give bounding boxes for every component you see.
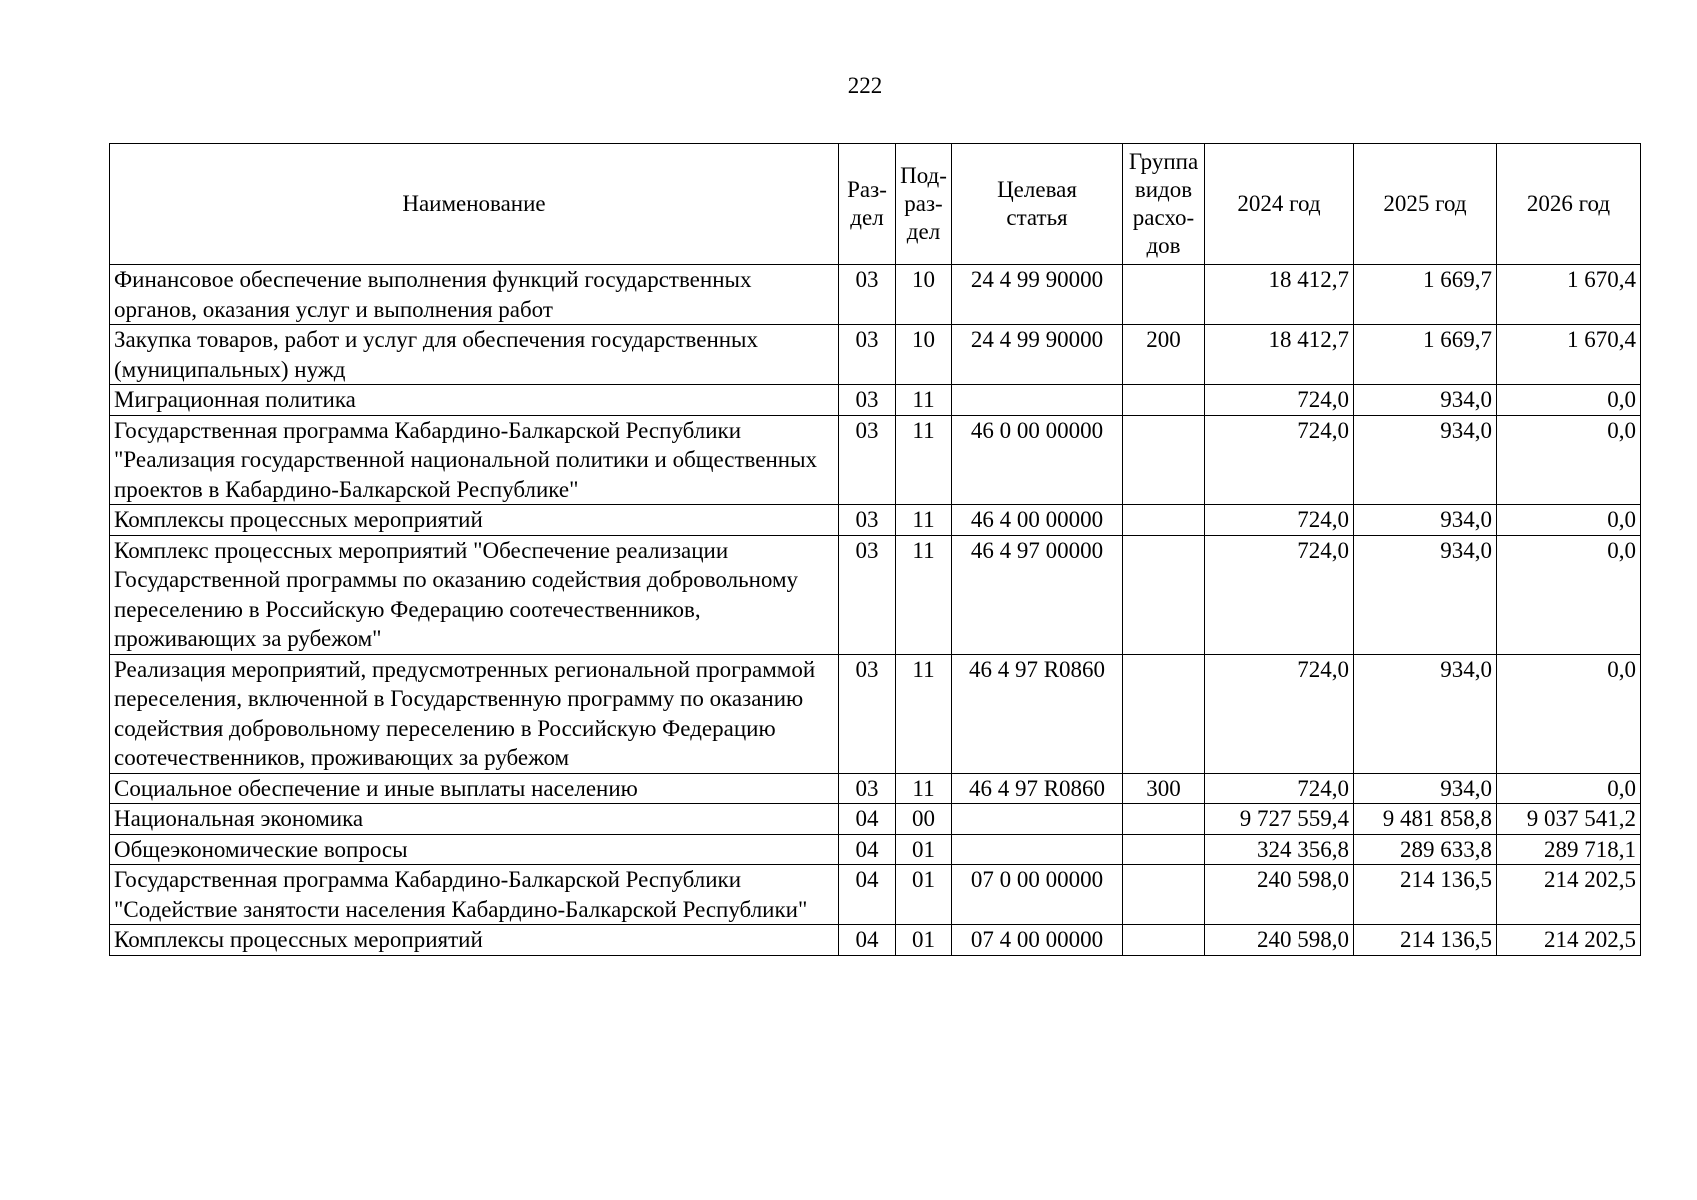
row-section: 04 bbox=[839, 834, 896, 865]
row-section: 03 bbox=[839, 265, 896, 325]
header-subsection bbox=[896, 144, 952, 265]
header-group-line1: Группа bbox=[1128, 149, 1199, 174]
row-expense-group bbox=[1123, 385, 1205, 416]
row-value-2025: 289 633,8 bbox=[1354, 834, 1497, 865]
row-value-2026: 289 718,1 bbox=[1497, 834, 1641, 865]
header-target-line2: статья bbox=[1006, 205, 1068, 230]
header-year-2026: 2026 год bbox=[1497, 144, 1641, 265]
row-name: Национальная экономика bbox=[110, 804, 839, 835]
row-value-2024: 724,0 bbox=[1205, 654, 1354, 773]
table-row bbox=[110, 834, 1641, 865]
row-value-2024: 240 598,0 bbox=[1205, 865, 1354, 925]
page-number: 222 bbox=[847, 73, 883, 98]
row-expense-group bbox=[1123, 654, 1205, 773]
row-value-2024: 18 412,7 bbox=[1205, 325, 1354, 385]
table-row bbox=[110, 325, 1641, 385]
row-value-2024: 18 412,7 bbox=[1205, 265, 1354, 325]
table-row bbox=[110, 535, 1641, 654]
row-value-2025: 934,0 bbox=[1354, 535, 1497, 654]
row-expense-group bbox=[1123, 535, 1205, 654]
row-value-2025: 934,0 bbox=[1354, 654, 1497, 773]
row-value-2025: 9 481 858,8 bbox=[1354, 804, 1497, 835]
row-target-article: 24 4 99 90000 bbox=[952, 325, 1123, 385]
row-value-2024: 240 598,0 bbox=[1205, 925, 1354, 956]
row-name: Общеэкономические вопросы bbox=[110, 834, 839, 865]
row-expense-group bbox=[1123, 865, 1205, 925]
row-value-2026: 214 202,5 bbox=[1497, 865, 1641, 925]
header-group-line4: дов bbox=[1146, 233, 1181, 258]
row-value-2025: 934,0 bbox=[1354, 773, 1497, 804]
row-section: 03 bbox=[839, 415, 896, 505]
row-name: Комплексы процессных мероприятий bbox=[110, 925, 839, 956]
row-expense-group bbox=[1123, 265, 1205, 325]
row-target-article: 46 4 97 R0860 bbox=[952, 654, 1123, 773]
row-target-article bbox=[952, 804, 1123, 835]
header-subsection-line3: дел bbox=[906, 219, 941, 244]
row-target-article: 07 4 00 00000 bbox=[952, 925, 1123, 956]
budget-table bbox=[109, 143, 1641, 956]
row-target-article: 46 4 97 00000 bbox=[952, 535, 1123, 654]
header-target-line1: Целевая bbox=[997, 177, 1077, 202]
table-row bbox=[110, 265, 1641, 325]
header-subsection-line2: раз- bbox=[904, 191, 943, 216]
row-subsection: 11 bbox=[896, 415, 952, 505]
row-name: Социальное обеспечение и иные выплаты населению bbox=[110, 773, 839, 804]
row-value-2026: 0,0 bbox=[1497, 385, 1641, 416]
row-name: Комплексы процессных мероприятий bbox=[110, 505, 839, 536]
row-expense-group: 200 bbox=[1123, 325, 1205, 385]
row-name: Закупка товаров, работ и услуг для обеспечения государственных (муниципальных) нужд bbox=[110, 325, 839, 385]
row-section: 03 bbox=[839, 385, 896, 416]
header-group-line3: расхо- bbox=[1132, 205, 1195, 230]
row-subsection: 01 bbox=[896, 925, 952, 956]
header-section-line1: Раз- bbox=[847, 177, 887, 202]
row-expense-group: 300 bbox=[1123, 773, 1205, 804]
row-name: Государственная программа Кабардино-Балкарской Республики "Реализация государственной национальной политики и общественных проектов в Кабардино-Балкарской Республике" bbox=[110, 415, 839, 505]
header-section bbox=[839, 144, 896, 265]
header-target-article bbox=[952, 144, 1123, 265]
row-target-article: 24 4 99 90000 bbox=[952, 265, 1123, 325]
row-value-2026: 1 670,4 bbox=[1497, 325, 1641, 385]
row-value-2026: 1 670,4 bbox=[1497, 265, 1641, 325]
table-header-row bbox=[110, 144, 1641, 265]
row-expense-group bbox=[1123, 925, 1205, 956]
table-row bbox=[110, 804, 1641, 835]
row-target-article bbox=[952, 385, 1123, 416]
row-value-2026: 9 037 541,2 bbox=[1497, 804, 1641, 835]
table-row bbox=[110, 925, 1641, 956]
header-name: Наименование bbox=[110, 144, 839, 265]
row-value-2026: 214 202,5 bbox=[1497, 925, 1641, 956]
row-subsection: 01 bbox=[896, 865, 952, 925]
table-row bbox=[110, 773, 1641, 804]
row-subsection: 11 bbox=[896, 654, 952, 773]
row-value-2025: 214 136,5 bbox=[1354, 925, 1497, 956]
row-value-2024: 724,0 bbox=[1205, 385, 1354, 416]
row-value-2025: 934,0 bbox=[1354, 385, 1497, 416]
row-value-2025: 1 669,7 bbox=[1354, 325, 1497, 385]
table-row bbox=[110, 865, 1641, 925]
row-expense-group bbox=[1123, 804, 1205, 835]
row-value-2026: 0,0 bbox=[1497, 505, 1641, 536]
row-name: Миграционная политика bbox=[110, 385, 839, 416]
row-section: 03 bbox=[839, 773, 896, 804]
row-section: 04 bbox=[839, 865, 896, 925]
table-row bbox=[110, 415, 1641, 505]
row-section: 03 bbox=[839, 654, 896, 773]
row-value-2024: 324 356,8 bbox=[1205, 834, 1354, 865]
row-section: 04 bbox=[839, 804, 896, 835]
header-year-2025: 2025 год bbox=[1354, 144, 1497, 265]
row-target-article: 07 0 00 00000 bbox=[952, 865, 1123, 925]
row-target-article: 46 4 00 00000 bbox=[952, 505, 1123, 536]
row-section: 04 bbox=[839, 925, 896, 956]
row-value-2025: 934,0 bbox=[1354, 505, 1497, 536]
row-value-2026: 0,0 bbox=[1497, 654, 1641, 773]
row-value-2025: 934,0 bbox=[1354, 415, 1497, 505]
row-subsection: 11 bbox=[896, 773, 952, 804]
row-subsection: 01 bbox=[896, 834, 952, 865]
table-row bbox=[110, 385, 1641, 416]
row-subsection: 11 bbox=[896, 505, 952, 536]
row-name: Реализация мероприятий, предусмотренных региональной программой переселения, включенной в Государственную программу по оказанию содействия добровольному переселению в Российскую Федерацию соотечественников, проживающих за рубежом bbox=[110, 654, 839, 773]
row-value-2024: 724,0 bbox=[1205, 773, 1354, 804]
row-value-2024: 724,0 bbox=[1205, 505, 1354, 536]
table-row bbox=[110, 654, 1641, 773]
row-value-2026: 0,0 bbox=[1497, 773, 1641, 804]
row-name: Финансовое обеспечение выполнения функций государственных органов, оказания услуг и выполнения работ bbox=[110, 265, 839, 325]
row-value-2025: 1 669,7 bbox=[1354, 265, 1497, 325]
header-subsection-line1: Под- bbox=[900, 163, 947, 188]
row-name: Комплекс процессных мероприятий "Обеспечение реализации Государственной программы по оказанию содействия добровольному переселению в Российскую Федерацию соотечественников, проживающих за рубежом" bbox=[110, 535, 839, 654]
row-subsection: 11 bbox=[896, 535, 952, 654]
row-expense-group bbox=[1123, 415, 1205, 505]
row-target-article: 46 4 97 R0860 bbox=[952, 773, 1123, 804]
row-subsection: 11 bbox=[896, 385, 952, 416]
row-value-2025: 214 136,5 bbox=[1354, 865, 1497, 925]
row-subsection: 00 bbox=[896, 804, 952, 835]
row-subsection: 10 bbox=[896, 265, 952, 325]
header-expense-group bbox=[1123, 144, 1205, 265]
row-name: Государственная программа Кабардино-Балкарской Республики "Содействие занятости населения Кабардино-Балкарской Республики" bbox=[110, 865, 839, 925]
row-expense-group bbox=[1123, 505, 1205, 536]
row-section: 03 bbox=[839, 535, 896, 654]
header-group-line2: видов bbox=[1134, 177, 1193, 202]
row-target-article: 46 0 00 00000 bbox=[952, 415, 1123, 505]
row-value-2024: 724,0 bbox=[1205, 535, 1354, 654]
header-section-line2: дел bbox=[850, 205, 884, 230]
table-row bbox=[110, 505, 1641, 536]
row-expense-group bbox=[1123, 834, 1205, 865]
row-value-2026: 0,0 bbox=[1497, 535, 1641, 654]
row-value-2024: 724,0 bbox=[1205, 415, 1354, 505]
row-value-2026: 0,0 bbox=[1497, 415, 1641, 505]
header-year-2024: 2024 год bbox=[1205, 144, 1354, 265]
row-section: 03 bbox=[839, 505, 896, 536]
row-target-article bbox=[952, 834, 1123, 865]
row-value-2024: 9 727 559,4 bbox=[1205, 804, 1354, 835]
row-subsection: 10 bbox=[896, 325, 952, 385]
row-section: 03 bbox=[839, 325, 896, 385]
